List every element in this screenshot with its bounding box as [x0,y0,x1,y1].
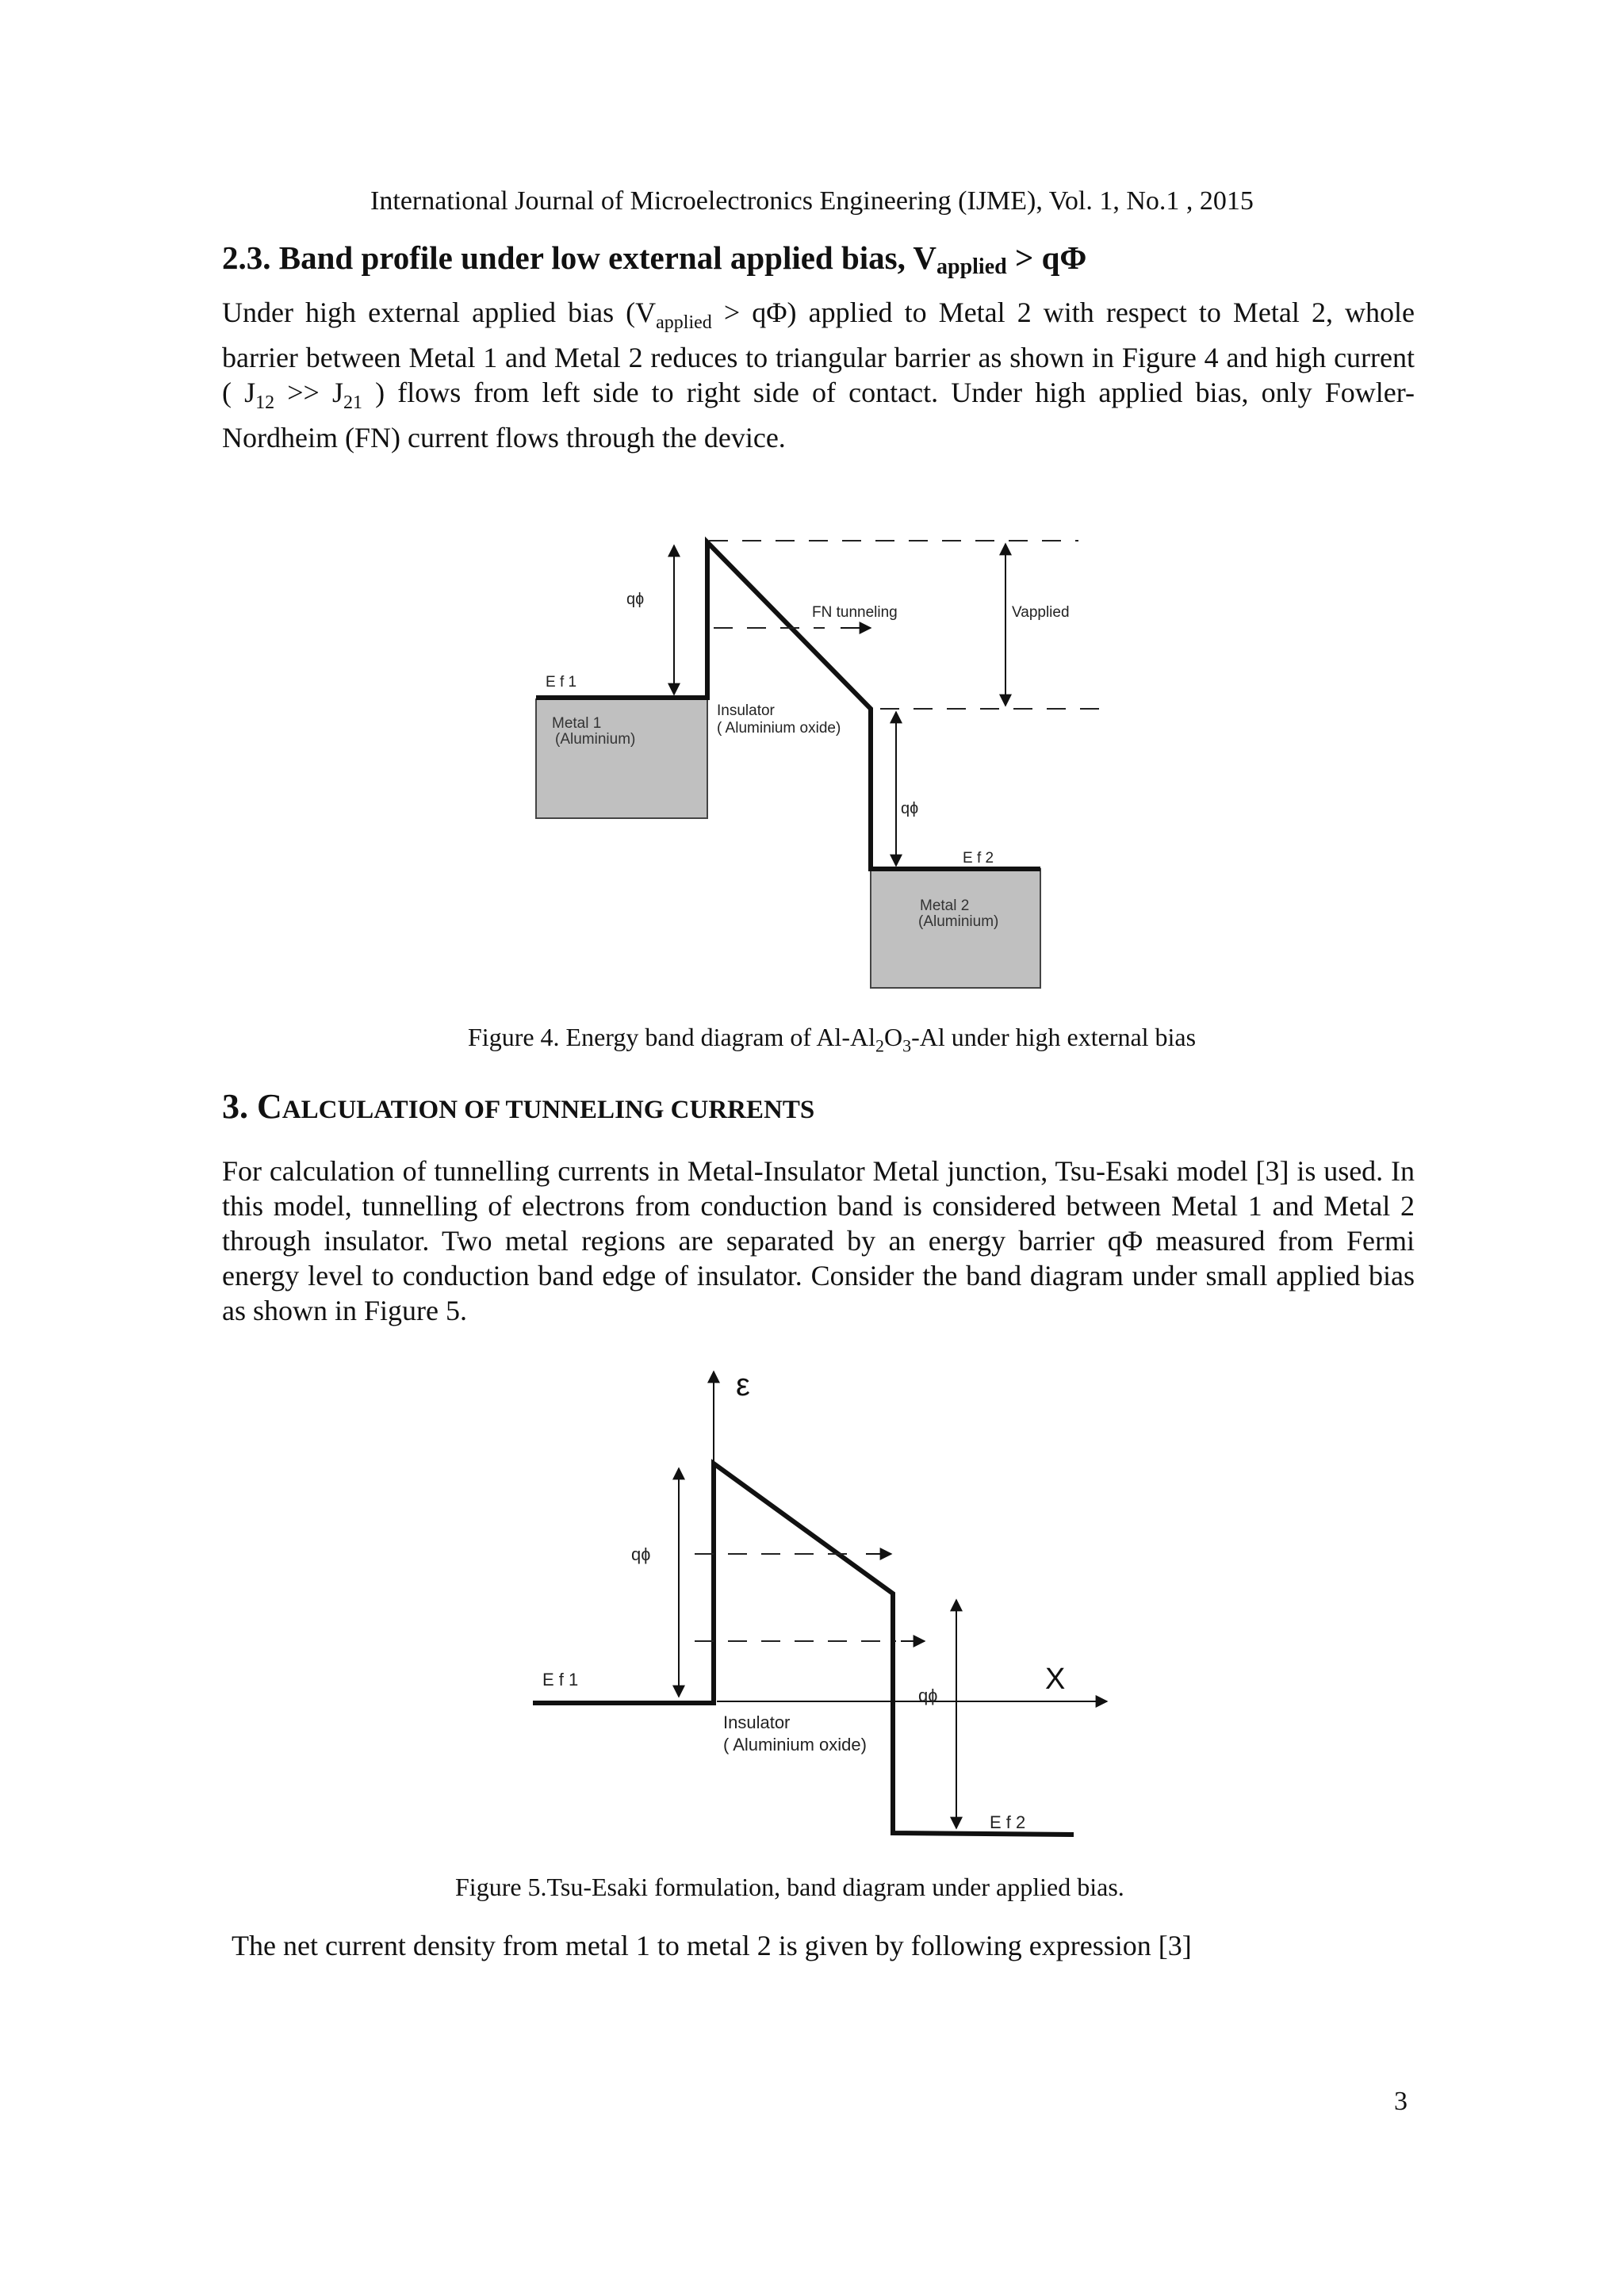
section-title-initial: C [257,1087,282,1126]
vapplied-label: Vapplied [1012,604,1070,621]
closing-paragraph: The net current density from metal 1 to metal 2 is given by following expression [3] [232,1930,1192,1961]
metal-2-material-label: (Aluminium) [918,913,999,930]
section-3-title [222,1085,814,1132]
caption-subscript: 3 [902,1035,912,1056]
ef2-label: E f 2 [990,1812,1026,1832]
caption-subscript: 2 [875,1035,884,1056]
page-number: 3 [1394,2087,1408,2116]
metal-2-label: Metal 2 [920,897,970,914]
metal-1-label: Metal 1 [552,715,602,732]
section-3-paragraph: For calculation of tunnelling currents in Metal-Insulator Metal junction, Tsu-Esaki model [3] is used. In this model, tunnelling of electrons from conduction band is considered between Metal 1 and Metal 2 through insulator. Two metal regions are separated by an energy barrier qΦ measured from Fermi energy level to conduction band edge of insulator. Consider the band diagram under small applied bias as shown in Figure 5. [222,1155,1415,1326]
section-number: 3. [222,1087,248,1126]
insulator-label: Insulator [723,1712,791,1732]
ef1-label: E f 1 [546,674,577,691]
para-text: > qΦ) applied to Metal 2 with respect to Metal 2, whole barrier between Metal 1 and Metal 2 reduces to triangular barrier as shown in Figure 4 and high current ( J [222,297,1415,409]
figure-4-diagram [0,0,1624,1015]
section-title-rest: ALCULATION OF TUNNELING CURRENTS [282,1096,815,1124]
para-text: >> J [274,377,343,409]
ef1-label: E f 1 [542,1670,579,1689]
band-profile-line [533,1464,1074,1835]
para-text: Under high external applied bias (V [222,297,657,328]
section-title-subscript: applied [936,254,1007,279]
insulator-label: Insulator [717,702,775,719]
figure-5-diagram [0,1348,1624,1863]
epsilon-label: ε [736,1368,750,1402]
para-subscript: applied [656,312,712,334]
figure-4-caption [468,1021,1196,1062]
qphi-left-label: qɸ [631,1544,651,1564]
metal-1-material-label: (Aluminium) [555,731,636,748]
running-header: International Journal of Microelectronics Engineering (IJME), Vol. 1, No.1 , 2015 [370,186,1254,216]
x-axis-label: X [1045,1663,1066,1696]
caption-text: O [883,1023,903,1051]
insulator-material-label: ( Aluminium oxide) [717,720,841,737]
qphi-bottom-label: qɸ [901,800,919,817]
fn-tunneling-label: FN tunneling [812,604,898,621]
qphi-top-label: qɸ [626,591,645,608]
ef2-label: E f 2 [963,850,994,867]
section-title-text: Band profile under low external applied bias, V [278,239,936,276]
caption-text: -Al under high external bias [911,1023,1197,1051]
figure-5-caption: Figure 5.Tsu-Esaki formulation, band diagram under applied bias. [455,1873,1124,1901]
para-text: ) flows from left side to right side of contact. Under high applied bias, only Fowler-Nordheim (FN) current flows through the device. [222,377,1415,454]
caption-text: Figure 4. Energy band diagram of Al-Al [468,1023,875,1051]
para-subscript: 21 [343,392,362,414]
insulator-material-label: ( Aluminium oxide) [723,1735,867,1755]
section-number: 2.3. [222,239,271,276]
qphi-right-label: qɸ [918,1686,938,1705]
para-subscript: 12 [255,392,275,414]
section-title-tail: > qΦ [1006,239,1087,276]
